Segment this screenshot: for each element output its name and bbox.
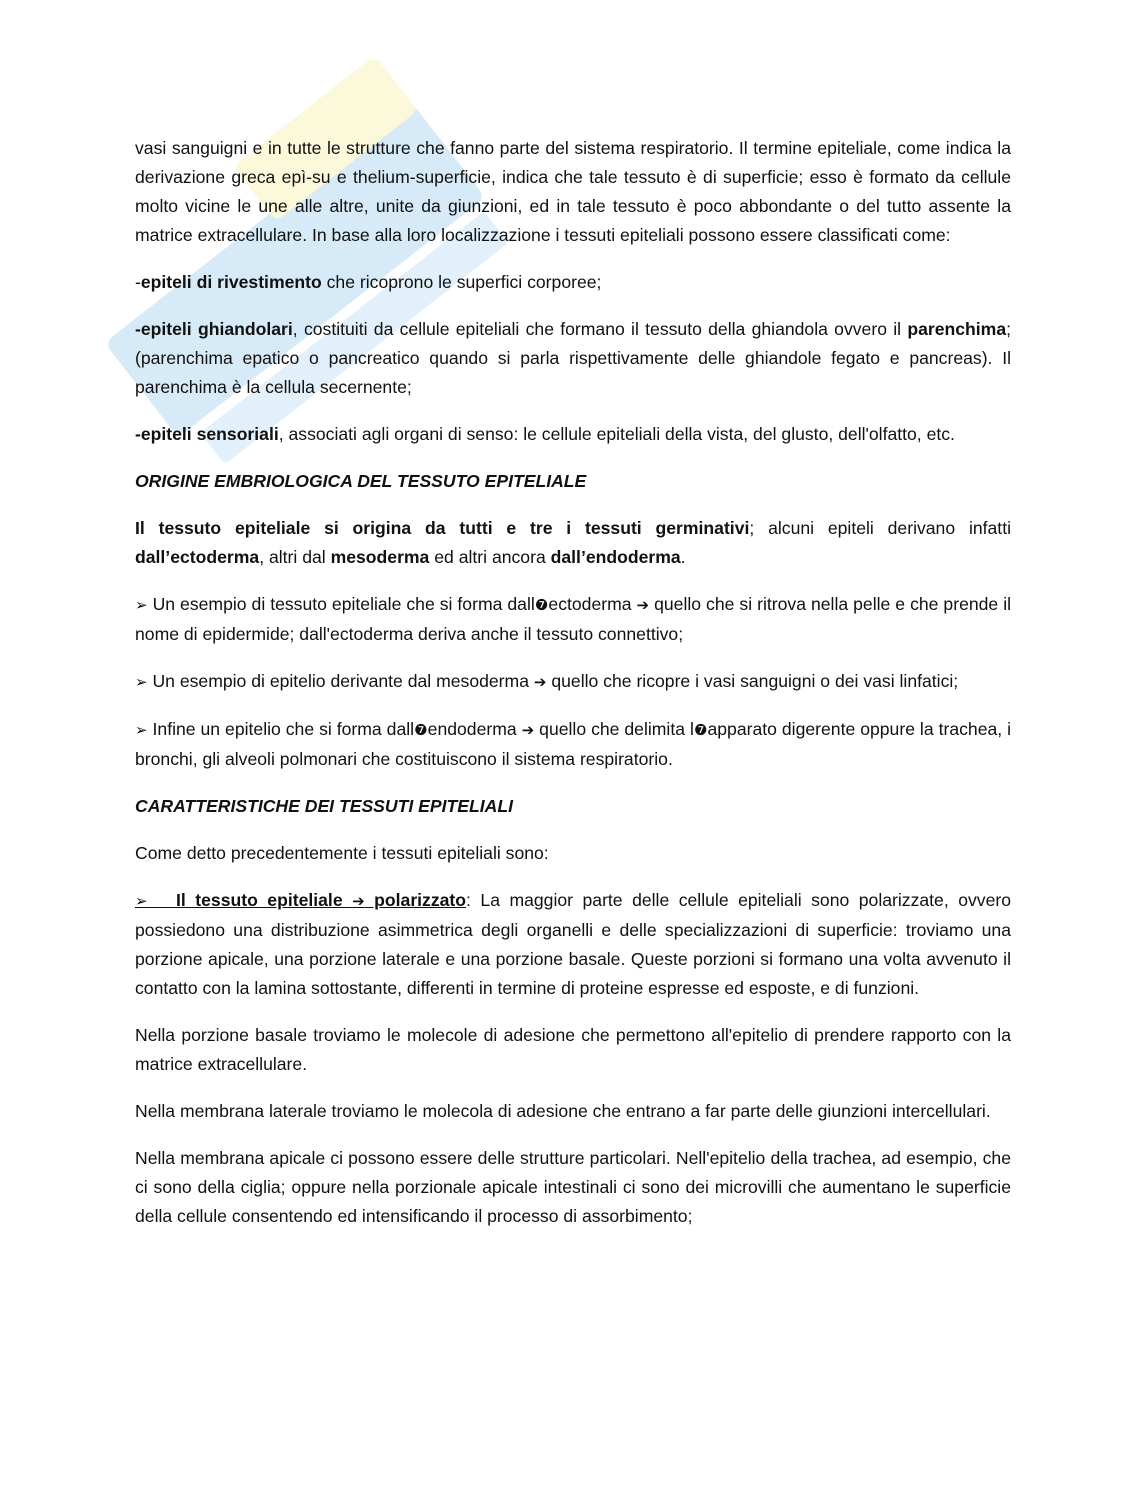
section-heading-origine: ORIGINE EMBRIOLOGICA DEL TESSUTO EPITELIALE: [135, 471, 587, 491]
arrow-right-icon: ➔: [352, 892, 365, 910]
list-item-sensoriali: -epiteli sensoriali, associati agli organi di senso: le cellule epiteliali della vista, del glusto, dell'olfatto, etc.: [135, 424, 955, 444]
bullet-arrow-icon: ➢: [135, 892, 148, 910]
missing-glyph-icon: ❼: [414, 721, 428, 739]
caratteristiche-intro: Come detto precedentemente i tessuti epiteliali sono:: [135, 843, 549, 863]
arrow-right-icon: ➔: [521, 721, 535, 739]
example-endoderma: ➢ Infine un epitelio che si forma dall❼endoderma ➔ quello che delimita l❼apparato digerente oppure la trachea, i bronchi, gli alveoli polmonari che costituiscono il sistema respiratorio.: [135, 719, 1012, 769]
list-item-ghiandolari: -epiteli ghiandolari, costituiti da cellule epiteliali che formano il tessuto della ghiandola ovvero il parenchima; (parenchima epatico o pancreatico quando si parla rispettivamente delle ghiandole fegato e pancreas). Il parenchima è la cellula secernente;: [135, 319, 1011, 397]
arrow-right-icon: ➔: [533, 673, 547, 691]
apical-paragraph: Nella membrana apicale ci possono essere delle strutture particolari. Nell'epitelio della trachea, ad esempio, che ci sono della ciglia; oppure nella porzionale apicale intestinali ci sono dei microvilli che aumentano le superficie della cellule consentendo ed intensificando il processo di assorbimento;: [135, 1148, 1011, 1226]
polarizzato-paragraph: ➢ Il tessuto epiteliale ➔ polarizzato: La maggior parte delle cellule epiteliali sono polarizzate, ovvero possiedono una distribuzione asimmetrica degli organelli e delle specializzazioni di superficie: troviamo una porzione apicale, una porzione laterale e una porzione basale. Queste porzioni si formano una volta avvenuto il contatto con la lamina sottostante, differenti in termine di proteine espresse ed esposte, e di funzioni.: [135, 890, 1012, 998]
example-mesoderma: ➢ Un esempio di epitelio derivante dal mesoderma ➔ quello che ricopre i vasi sanguigni o dei vasi linfatici;: [135, 671, 959, 691]
lateral-paragraph: Nella membrana laterale troviamo le molecola di adesione che entrano a far parte delle giunzioni intercellulari.: [135, 1101, 991, 1121]
basal-paragraph: Nella porzione basale troviamo le molecole di adesione che permettono all'epitelio di prendere rapporto con la matrice extracellulare.: [135, 1025, 1011, 1074]
section-heading-caratteristiche: CARATTERISTICHE DEI TESSUTI EPITELIALI: [135, 796, 513, 816]
list-item-rivestimento: -epiteli di rivestimento che ricoprono le superfici corporee;: [135, 272, 602, 292]
example-ectoderma: ➢ Un esempio di tessuto epiteliale che si forma dall❼ectoderma ➔ quello che si ritrova nella pelle e che prende il nome di epidermide; dall'ectoderma deriva anche il tessuto connettivo;: [135, 594, 1012, 644]
document-page: [135, 134, 1011, 1249]
intro-paragraph: vasi sanguigni e in tutte le strutture che fanno parte del sistema respiratorio. Il termine epiteliale, come indica la derivazione greca epì-su e thelium-superficie, indica che tale tessuto è di superficie; esso è formato da cellule molto vicine le une alle altre, unite da giunzioni, ed in tale tessuto è poco abbondante o del tutto assente la matrice extracellulare. In base alla loro localizzazione i tessuti epiteliali possono essere classificati come:: [135, 138, 1011, 245]
bullet-arrow-icon: ➢: [135, 673, 148, 691]
missing-glyph-icon: ❼: [693, 721, 708, 739]
arrow-right-icon: ➔: [636, 596, 650, 614]
bullet-arrow-icon: ➢: [135, 596, 148, 614]
missing-glyph-icon: ❼: [534, 596, 549, 614]
origin-paragraph: Il tessuto epiteliale si origina da tutti e tre i tessuti germinativi; alcuni epiteli derivano infatti dall’ectoderma, altri dal mesoderma ed altri ancora dall’endoderma.: [135, 518, 1011, 567]
bullet-arrow-icon: ➢: [135, 721, 148, 739]
